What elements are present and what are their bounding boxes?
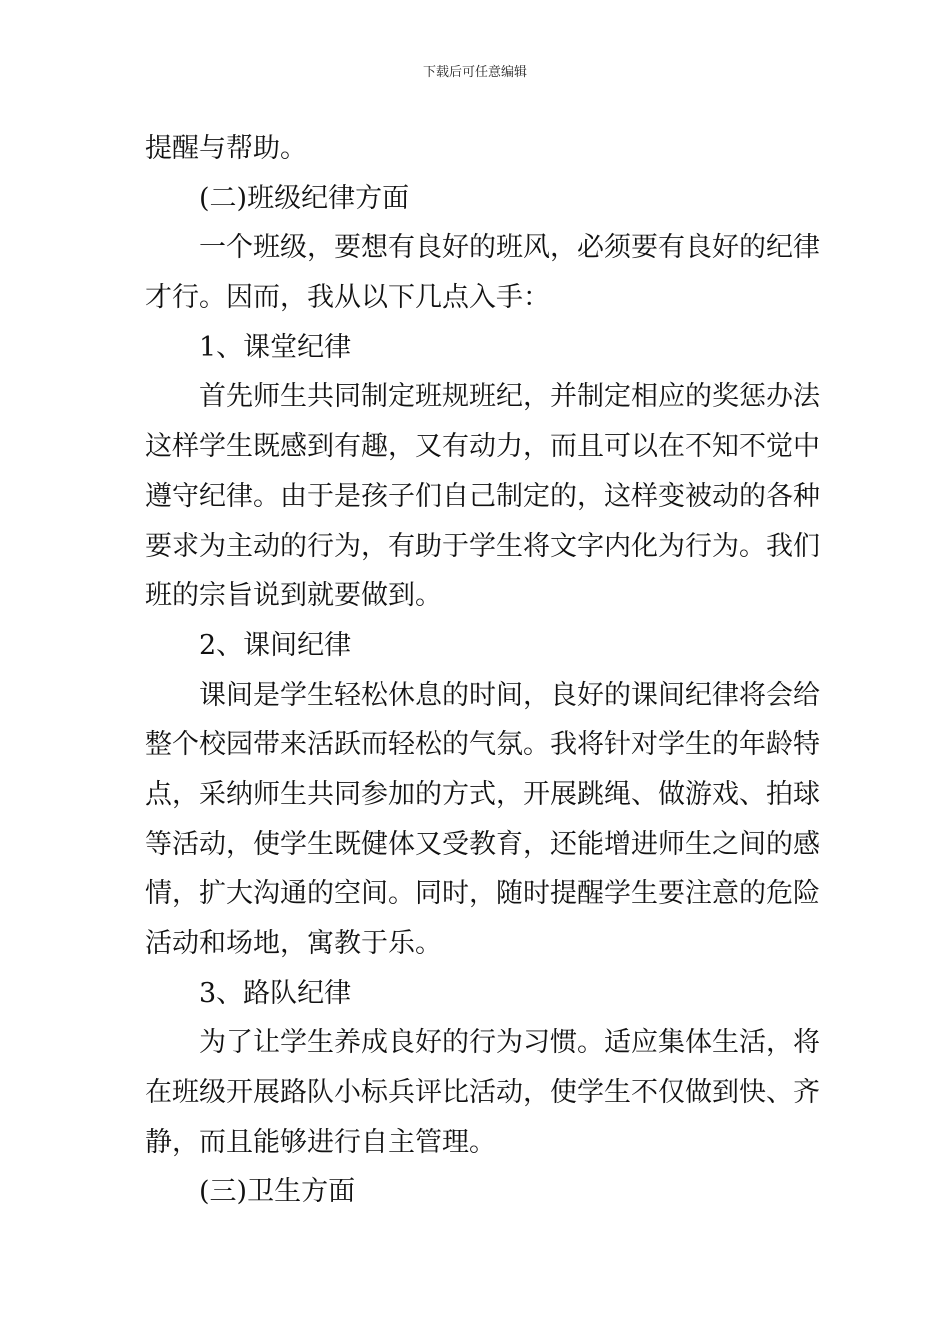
subsection-heading: 1、课堂纪律: [199, 331, 352, 363]
paragraph-line: 整个校园带来活跃而轻松的气氛。我将针对学生的年龄特: [145, 729, 820, 761]
subsection-heading: 2、课间纪律: [199, 629, 352, 661]
paragraph-line: 首先师生共同制定班规班纪，并制定相应的奖惩办法: [199, 381, 820, 413]
paragraph-line: 等活动，使学生既健体又受教育，还能增进师生之间的感: [145, 828, 820, 860]
paragraph-line: 在班级开展路队小标兵评比活动，使学生不仅做到快、齐: [145, 1077, 820, 1109]
paragraph-line: 为了让学生养成良好的行为习惯。适应集体生活，将: [199, 1027, 820, 1059]
paragraph-line: 静，而且能够进行自主管理。: [145, 1126, 496, 1158]
paragraph-line: 点，采纳师生共同参加的方式，开展跳绳、做游戏、拍球: [145, 778, 820, 810]
subsection-heading: 3、路队纪律: [199, 977, 352, 1009]
paragraph-line: 课间是学生轻松休息的时间，良好的课间纪律将会给: [199, 679, 820, 711]
section-heading: (二)班级纪律方面: [199, 182, 410, 214]
paragraph-line: 一个班级，要想有良好的班风，必须要有良好的纪律: [199, 232, 820, 264]
paragraph-line: 要求为主动的行为，有助于学生将文字内化为行为。我们: [145, 530, 820, 562]
paragraph-line: 这样学生既感到有趣，又有动力，而且可以在不知不觉中: [145, 431, 820, 463]
paragraph-line: 活动和场地，寓教于乐。: [145, 928, 442, 959]
paragraph-line: 情，扩大沟通的空间。同时，随时提醒学生要注意的危险: [145, 878, 820, 910]
paragraph-line: 遵守纪律。由于是孩子们自己制定的，这样变被动的各种: [145, 480, 820, 512]
paragraph-line: 班的宗旨说到就要做到。: [145, 580, 442, 612]
text-line: 提醒与帮助。: [145, 133, 307, 164]
paragraph-line: 才行。因而，我从以下几点入手：: [145, 282, 550, 314]
document-body: [145, 124, 820, 1217]
section-heading: (三)卫生方面: [199, 1176, 356, 1208]
page-header: 下载后可任意编辑: [422, 65, 527, 80]
